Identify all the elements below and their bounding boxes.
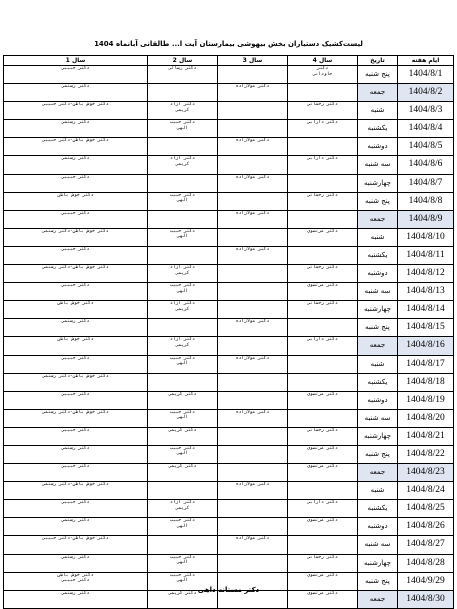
cell-year4: دکتر رحمانی <box>288 427 358 445</box>
table-row <box>4 120 454 138</box>
cell-year4: دکتر مرتضوی <box>288 445 358 463</box>
cell-year2 <box>148 174 218 192</box>
cell-weekday: چهارشنبه <box>358 301 398 319</box>
table-row <box>4 301 454 319</box>
cell-year1: دکتر خوش باطن-دکتر رستمی <box>4 265 148 283</box>
cell-year1: دکتر حبیبی <box>4 283 148 301</box>
cell-year4 <box>288 536 358 554</box>
cell-year4 <box>288 409 358 427</box>
cell-year1: دکتر حبیبی <box>4 427 148 445</box>
cell-date: 1404/8/20 <box>398 409 454 427</box>
table-row <box>4 265 454 283</box>
cell-year3 <box>218 265 288 283</box>
cell-year2: دکتر حبیب الهی <box>148 228 218 246</box>
cell-year4: دکتر رحمانی <box>288 192 358 210</box>
table-row <box>4 518 454 536</box>
cell-year3 <box>218 120 288 138</box>
cell-year4 <box>288 373 358 391</box>
cell-year3: دکتر مولازاده <box>218 482 288 500</box>
cell-date: 1404/8/27 <box>398 536 454 554</box>
header-year1: سال 1 <box>4 56 148 66</box>
cell-year2: دکتر حبیب الهی <box>148 445 218 463</box>
cell-weekday: شنبه <box>358 102 398 120</box>
cell-year2: دکتر آزاد کریمی <box>148 102 218 120</box>
table-row <box>4 174 454 192</box>
cell-date: 1404/8/28 <box>398 554 454 572</box>
table-row <box>4 373 454 391</box>
cell-date: 1404/8/4 <box>398 120 454 138</box>
cell-date: 1404/8/9 <box>398 210 454 228</box>
cell-year2 <box>148 482 218 500</box>
header-weekday: ایام هفته <box>398 56 454 66</box>
cell-year3 <box>218 102 288 120</box>
table-row <box>4 445 454 463</box>
cell-year4: دکتر دارابی <box>288 156 358 174</box>
cell-year3 <box>218 518 288 536</box>
table-row <box>4 283 454 301</box>
cell-year4 <box>288 138 358 156</box>
cell-year4: دکتر مرتضوی <box>288 518 358 536</box>
cell-year4: دکتر مرتضوی <box>288 228 358 246</box>
cell-year4: دکتر دارابی <box>288 337 358 355</box>
cell-year2 <box>148 210 218 228</box>
cell-weekday: سه شنبه <box>358 536 398 554</box>
cell-year1: دکتر حبیبی <box>4 66 148 84</box>
cell-weekday: سه شنبه <box>358 156 398 174</box>
cell-year1: دکتر خوش باطن-دکتر حبیبی <box>4 536 148 554</box>
cell-year4 <box>288 84 358 102</box>
cell-year1: دکتر خوش باطن دکتر حبیبی <box>4 572 148 590</box>
cell-year3 <box>218 391 288 409</box>
header-date: تاریخ <box>358 56 398 66</box>
cell-year3: دکتر مولازاده <box>218 84 288 102</box>
cell-year2: دکتر آزاد کریمی <box>148 337 218 355</box>
table-row <box>4 246 454 264</box>
cell-year4: دکتر رحمانی <box>288 301 358 319</box>
cell-date: 1404/8/19 <box>398 391 454 409</box>
cell-date: 1404/8/7 <box>398 174 454 192</box>
cell-date: 1404/8/13 <box>398 283 454 301</box>
cell-weekday: یکشنبه <box>358 500 398 518</box>
cell-weekday: سه شنبه <box>358 409 398 427</box>
cell-year4 <box>288 174 358 192</box>
cell-year2: دکتر کریمی <box>148 464 218 482</box>
table-row <box>4 355 454 373</box>
cell-year2: دکتر رضائی <box>148 66 218 84</box>
cell-date: 1404/8/26 <box>398 518 454 536</box>
cell-weekday: پنج شنبه <box>358 66 398 84</box>
cell-year1: دکتر رستمی <box>4 590 148 608</box>
cell-year1: دکتر حبیبی <box>4 391 148 409</box>
cell-weekday: جمعه <box>358 84 398 102</box>
cell-year2: دکتر آزاد کریمی <box>148 265 218 283</box>
cell-year2: دکتر آزاد کریمی <box>148 500 218 518</box>
cell-date: 1404/8/15 <box>398 319 454 337</box>
cell-year3: دکتر مولازاده <box>218 210 288 228</box>
table-row <box>4 482 454 500</box>
table-row <box>4 554 454 572</box>
cell-year2: دکتر حبیب الهی <box>148 554 218 572</box>
cell-weekday: شنبه <box>358 482 398 500</box>
cell-date: 1404/8/14 <box>398 301 454 319</box>
cell-year3 <box>218 445 288 463</box>
cell-year1: دکتر خوش باطن-دکتر حبیبی <box>4 138 148 156</box>
cell-year1: دکتر رستمی <box>4 84 148 102</box>
cell-weekday: سه شنبه <box>358 283 398 301</box>
cell-date: 1404/8/25 <box>398 500 454 518</box>
cell-year1: دکتر خوش باطن-دکتر رستمی <box>4 482 148 500</box>
table-row <box>4 409 454 427</box>
cell-year1: دکتر حبیبی <box>4 174 148 192</box>
cell-weekday: شنبه <box>358 355 398 373</box>
cell-year1: دکتر رستمی <box>4 120 148 138</box>
cell-year2: دکتر حبیب الهی <box>148 120 218 138</box>
cell-year4: دکتر دارابی <box>288 120 358 138</box>
cell-year1: دکتر رستمی <box>4 156 148 174</box>
table-row <box>4 536 454 554</box>
cell-year3: دکتر مولازاده <box>218 174 288 192</box>
table-row <box>4 337 454 355</box>
cell-date: 1404/8/22 <box>398 445 454 463</box>
cell-weekday: جمعه <box>358 337 398 355</box>
cell-year3 <box>218 228 288 246</box>
header-year3: سال 3 <box>218 56 288 66</box>
cell-year1: دکتر خوش باطن-دکتر رستمی <box>4 373 148 391</box>
cell-weekday: پنج شنبه <box>358 319 398 337</box>
cell-year1: دکتر خوش باطن <box>4 337 148 355</box>
cell-date: 1404/9/29 <box>398 572 454 590</box>
cell-year2: دکتر حبیب الهی <box>148 572 218 590</box>
table-row <box>4 228 454 246</box>
cell-year3 <box>218 192 288 210</box>
cell-weekday: دوشنبه <box>358 265 398 283</box>
table-row <box>4 66 454 84</box>
cell-year1: دکتر حبیبی <box>4 210 148 228</box>
cell-year4: دکتر مرتضوی <box>288 572 358 590</box>
table-row <box>4 84 454 102</box>
cell-weekday: چهارشنبه <box>358 554 398 572</box>
cell-date: 1404/8/23 <box>398 464 454 482</box>
cell-year2: دکتر حبیب الهی <box>148 192 218 210</box>
cell-date: 1404/8/30 <box>398 590 454 608</box>
roster-body <box>4 66 454 609</box>
cell-date: 1404/8/24 <box>398 482 454 500</box>
cell-year4 <box>288 355 358 373</box>
cell-year2 <box>148 138 218 156</box>
cell-year1: دکتر حبیبی <box>4 464 148 482</box>
cell-year2: دکتر آزاد کریمی <box>148 301 218 319</box>
shift-roster-table <box>3 55 454 609</box>
cell-year3 <box>218 500 288 518</box>
cell-year4 <box>288 246 358 264</box>
table-row <box>4 391 454 409</box>
signature: دکتر مستانه داهی <box>197 586 260 594</box>
cell-year3 <box>218 156 288 174</box>
cell-year1: دکتر خوش باطن-دکتر حبیبی <box>4 102 148 120</box>
table-row <box>4 500 454 518</box>
cell-date: 1404/8/10 <box>398 228 454 246</box>
cell-year3 <box>218 337 288 355</box>
header-year2: سال 2 <box>148 56 218 66</box>
cell-year2 <box>148 319 218 337</box>
cell-year1: دکتر رستمی <box>4 554 148 572</box>
cell-weekday: جمعه <box>358 464 398 482</box>
cell-year2: دکتر کریمی <box>148 391 218 409</box>
cell-year1: دکتر خوش باطن-دکتر رستمی <box>4 228 148 246</box>
cell-year4 <box>288 210 358 228</box>
cell-year3 <box>218 66 288 84</box>
cell-year3: دکتر مولازاده <box>218 355 288 373</box>
cell-year4: دکتر رحمانی <box>288 265 358 283</box>
cell-year4: دکتر جاودانی <box>288 66 358 84</box>
cell-year1: دکتر خوش باطن <box>4 301 148 319</box>
cell-year4 <box>288 319 358 337</box>
cell-date: 1404/8/5 <box>398 138 454 156</box>
cell-weekday: جمعه <box>358 590 398 608</box>
table-row <box>4 102 454 120</box>
cell-weekday: پنج شنبه <box>358 445 398 463</box>
cell-year2: دکتر حبیب الهی <box>148 355 218 373</box>
header-year4: سال 4 <box>288 56 358 66</box>
table-row <box>4 210 454 228</box>
cell-weekday: پنج شنبه <box>358 192 398 210</box>
cell-year2: دکتر حبیب الهی <box>148 283 218 301</box>
cell-year3 <box>218 554 288 572</box>
cell-year2: دکتر کریمی <box>148 427 218 445</box>
cell-year1: دکتر حبیبی <box>4 500 148 518</box>
cell-year4: دکتر مرتضوی <box>288 283 358 301</box>
table-row <box>4 138 454 156</box>
cell-year2 <box>148 373 218 391</box>
cell-year3: دکتر مولازاده <box>218 319 288 337</box>
cell-weekday: یکشنبه <box>358 120 398 138</box>
cell-date: 1404/8/17 <box>398 355 454 373</box>
header-row <box>4 56 454 66</box>
table-row <box>4 156 454 174</box>
cell-weekday: یکشنبه <box>358 373 398 391</box>
page-title: لیست‌کشیک دستیاران بخش بیهوشی بیمارستان آیت ا... طالقانی آبانماه 1404 <box>94 40 363 48</box>
cell-weekday: چهارشنبه <box>358 174 398 192</box>
cell-date: 1404/8/21 <box>398 427 454 445</box>
cell-weekday: دوشنبه <box>358 391 398 409</box>
cell-year2: دکتر آزاد کریمی <box>148 156 218 174</box>
table-row <box>4 192 454 210</box>
cell-year4: دکتر رحمانی <box>288 102 358 120</box>
cell-weekday: شنبه <box>358 228 398 246</box>
cell-year3 <box>218 427 288 445</box>
cell-date: 1404/8/2 <box>398 84 454 102</box>
cell-year1: دکتر رستمی <box>4 445 148 463</box>
cell-date: 1404/8/3 <box>398 102 454 120</box>
cell-year3: دکتر مولازاده <box>218 246 288 264</box>
cell-date: 1404/8/6 <box>398 156 454 174</box>
cell-year2 <box>148 84 218 102</box>
cell-date: 1404/8/18 <box>398 373 454 391</box>
cell-year2: دکتر کریمی <box>148 590 218 608</box>
cell-year4 <box>288 482 358 500</box>
cell-year1: دکتر حبیبی <box>4 246 148 264</box>
cell-year3 <box>218 283 288 301</box>
cell-year2: دکتر حبیب الهی <box>148 518 218 536</box>
cell-year2 <box>148 246 218 264</box>
cell-date: 1404/8/16 <box>398 337 454 355</box>
cell-year2 <box>148 536 218 554</box>
cell-year1: دکتر رستمی <box>4 319 148 337</box>
cell-date: 1404/8/11 <box>398 246 454 264</box>
table-row <box>4 427 454 445</box>
cell-year3: دکتر مولازاده <box>218 409 288 427</box>
cell-year3 <box>218 464 288 482</box>
cell-year4: دکتر مرتضوی <box>288 464 358 482</box>
cell-year1: دکتر خوش باطن <box>4 192 148 210</box>
cell-year4: دکتر رحمانی <box>288 554 358 572</box>
cell-year4: دکتر دارابی <box>288 500 358 518</box>
cell-weekday: پنج شنبه <box>358 572 398 590</box>
cell-year3 <box>218 373 288 391</box>
cell-year1: دکتر حبیبی <box>4 355 148 373</box>
cell-year2: دکتر حبیب الهی <box>148 409 218 427</box>
table-row <box>4 319 454 337</box>
cell-date: 1404/8/12 <box>398 265 454 283</box>
cell-year1: دکتر خوش باطن-دکتر رستمی <box>4 409 148 427</box>
cell-weekday: جمعه <box>358 210 398 228</box>
cell-weekday: دوشنبه <box>358 138 398 156</box>
cell-year4: دکتر مرتضوی <box>288 391 358 409</box>
cell-weekday: دوشنبه <box>358 518 398 536</box>
cell-date: 1404/8/1 <box>398 66 454 84</box>
cell-year3: دکتر مولازاده <box>218 536 288 554</box>
cell-year3 <box>218 301 288 319</box>
cell-year3: دکتر مولازاده <box>218 138 288 156</box>
cell-year1: دکتر رستمی <box>4 518 148 536</box>
cell-weekday: یکشنبه <box>358 246 398 264</box>
cell-year4: دکتر مرتضوی <box>288 590 358 608</box>
table-row <box>4 464 454 482</box>
cell-weekday: چهارشنبه <box>358 427 398 445</box>
cell-date: 1404/8/8 <box>398 192 454 210</box>
